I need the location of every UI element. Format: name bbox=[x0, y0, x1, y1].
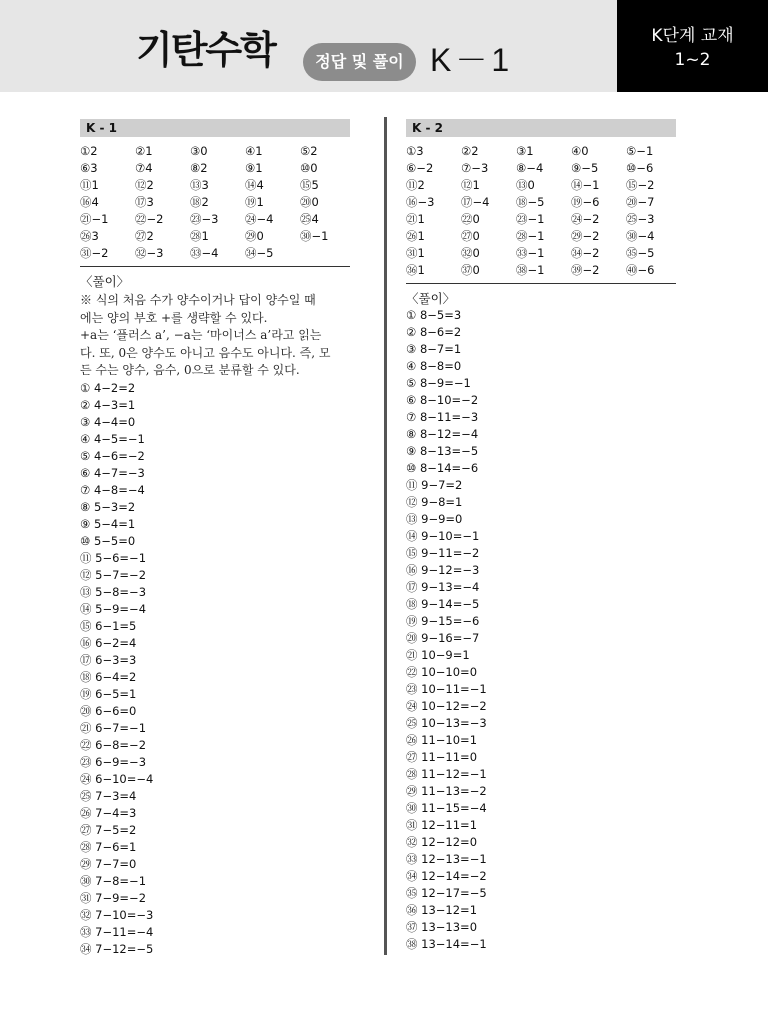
solution-line: ⑧ 5−3=2 bbox=[80, 499, 136, 514]
solution-line: ㉑ 10−9=1 bbox=[406, 648, 470, 662]
answer-cell: ㉜−3 bbox=[135, 246, 164, 260]
answer-cell: ⑱2 bbox=[190, 195, 209, 209]
explanation-line: 든 수는 양수, 음수, 0으로 분류할 수 있다. bbox=[80, 363, 300, 377]
answer-cell: ⑬0 bbox=[516, 178, 535, 192]
answer-cell: ⑧2 bbox=[190, 161, 208, 175]
solution-line: ㉘ 11−12=−1 bbox=[406, 767, 487, 781]
solution-line: ③ 4−4=0 bbox=[80, 414, 136, 429]
solution-line: ㉒ 10−10=0 bbox=[406, 665, 478, 679]
solution-line: ㉜ 7−10=−3 bbox=[80, 907, 154, 922]
answer-cell: ㉓−1 bbox=[516, 212, 545, 226]
answer-cell: ㉘1 bbox=[190, 229, 209, 243]
answer-cell: ⑨−5 bbox=[571, 161, 599, 175]
solution-list-k2 bbox=[406, 307, 676, 953]
answer-cell: ⑭4 bbox=[245, 178, 264, 192]
answer-cell: ⑥3 bbox=[80, 161, 98, 175]
answer-cell: ㉙0 bbox=[245, 229, 264, 243]
explanation-text bbox=[80, 292, 350, 380]
answer-cell: ㉒−2 bbox=[135, 212, 164, 226]
workbook-code: K－1 bbox=[430, 42, 514, 78]
answer-cell: ⑯−3 bbox=[406, 195, 435, 209]
solution-line: ⑳ 9−16=−7 bbox=[406, 631, 480, 645]
section-rule bbox=[406, 283, 676, 284]
brand-logo: 기탄수학 bbox=[136, 28, 275, 72]
answer-cell: ②1 bbox=[135, 144, 153, 158]
solution-line: ⑰ 6−3=3 bbox=[80, 652, 137, 667]
solution-line: ㉚ 7−8=−1 bbox=[80, 873, 147, 888]
answer-cell: ㉓−3 bbox=[190, 212, 219, 226]
solution-line: ④ 4−5=−1 bbox=[80, 431, 145, 446]
answer-cell: ⑦4 bbox=[135, 161, 153, 175]
answer-cell: ⑰3 bbox=[135, 195, 154, 209]
solution-line: ① 8−5=3 bbox=[406, 308, 462, 322]
answer-cell: ㉖1 bbox=[406, 229, 425, 243]
solution-line: ⑥ 8−10=−2 bbox=[406, 393, 479, 407]
solution-line: ㊳ 13−14=−1 bbox=[406, 937, 487, 951]
answer-cell: ⑪2 bbox=[406, 178, 425, 192]
solution-line: ⑨ 5−4=1 bbox=[80, 516, 136, 531]
answer-cell: ④0 bbox=[571, 144, 589, 158]
answer-cell: ③1 bbox=[516, 144, 534, 158]
answer-cell: ㉞−2 bbox=[571, 246, 600, 260]
solution-line: ㊲ 13−13=0 bbox=[406, 920, 478, 934]
solution-line: ⑪ 5−6=−1 bbox=[80, 550, 147, 565]
answer-grid-k2 bbox=[406, 143, 676, 279]
answer-cell: ⑤−1 bbox=[626, 144, 654, 158]
solution-line: ⑲ 9−15=−6 bbox=[406, 614, 480, 628]
solution-line: ㉕ 10−13=−3 bbox=[406, 716, 487, 730]
solution-line: ㊱ 13−12=1 bbox=[406, 903, 478, 917]
page-header bbox=[0, 0, 768, 92]
answer-cell: ㉝−4 bbox=[190, 246, 219, 260]
solution-line: ⑤ 4−6=−2 bbox=[80, 448, 145, 463]
answer-cell: ⑲−6 bbox=[571, 195, 600, 209]
answer-cell: ④1 bbox=[245, 144, 263, 158]
solution-line: ⑬ 5−8=−3 bbox=[80, 584, 147, 599]
answer-cell: ⑩0 bbox=[300, 161, 318, 175]
answer-cell: ⑫2 bbox=[135, 178, 154, 192]
solution-heading: 〈풀이〉 bbox=[80, 274, 130, 289]
answer-cell: ⑰−4 bbox=[461, 195, 490, 209]
answer-cell: ㊲0 bbox=[461, 263, 480, 277]
answer-cell: ⑥−2 bbox=[406, 161, 434, 175]
answer-cell: ㉝−1 bbox=[516, 246, 545, 260]
answer-cell: ⑦−3 bbox=[461, 161, 489, 175]
solution-line: ㉞ 7−12=−5 bbox=[80, 941, 154, 956]
solution-line: ㉞ 12−14=−2 bbox=[406, 869, 487, 883]
solution-line: ㉔ 10−12=−2 bbox=[406, 699, 487, 713]
solution-line: ① 4−2=2 bbox=[80, 380, 136, 395]
answer-cell: ②2 bbox=[461, 144, 479, 158]
answer-cell: ㉞−5 bbox=[245, 246, 274, 260]
solution-line: ⑨ 8−13=−5 bbox=[406, 444, 479, 458]
solution-line: ㉙ 11−13=−2 bbox=[406, 784, 487, 798]
answer-cell: ⑩−6 bbox=[626, 161, 654, 175]
solution-list-k1 bbox=[80, 380, 350, 958]
answer-cell: ①2 bbox=[80, 144, 98, 158]
answer-cell: ㉕4 bbox=[300, 212, 319, 226]
answer-cell: ㊵−6 bbox=[626, 263, 655, 277]
solution-line: ㉗ 7−5=2 bbox=[80, 822, 137, 837]
solution-line: ㉝ 7−11=−4 bbox=[80, 924, 154, 939]
solution-line: ③ 8−7=1 bbox=[406, 342, 462, 356]
solution-line: ⑮ 6−1=5 bbox=[80, 618, 137, 633]
answer-cell: ⑪1 bbox=[80, 178, 99, 192]
answer-cell: ㉚−4 bbox=[626, 229, 655, 243]
answer-cell: ⑫1 bbox=[461, 178, 480, 192]
answer-cell: ㉗0 bbox=[461, 229, 480, 243]
solution-line: ④ 8−8=0 bbox=[406, 359, 462, 373]
solution-line: ② 4−3=1 bbox=[80, 397, 136, 412]
solution-line: ⑪ 9−7=2 bbox=[406, 478, 463, 492]
answer-grid-k1 bbox=[80, 143, 350, 262]
answer-cell: ㉑−1 bbox=[80, 212, 109, 226]
solution-line: ㉖ 11−10=1 bbox=[406, 733, 478, 747]
solution-line: ⑯ 6−2=4 bbox=[80, 635, 137, 650]
answer-cell: ㉗2 bbox=[135, 229, 154, 243]
answer-cell: ⑭−1 bbox=[571, 178, 600, 192]
solution-line: ⑩ 5−5=0 bbox=[80, 533, 136, 548]
solution-line: ㉔ 6−10=−4 bbox=[80, 771, 154, 786]
answer-cell: ㉛−2 bbox=[80, 246, 109, 260]
answer-cell: ㉔−2 bbox=[571, 212, 600, 226]
solution-heading: 〈풀이〉 bbox=[406, 291, 456, 306]
solution-line: ㉚ 11−15=−4 bbox=[406, 801, 487, 815]
answer-cell: ⑮−2 bbox=[626, 178, 655, 192]
answer-cell: ㊱1 bbox=[406, 263, 425, 277]
section-rule bbox=[80, 266, 350, 267]
solution-line: ⑧ 8−12=−4 bbox=[406, 427, 479, 441]
answer-cell: ㉒0 bbox=[461, 212, 480, 226]
answer-cell: ⑯4 bbox=[80, 195, 99, 209]
solution-line: ㉓ 10−11=−1 bbox=[406, 682, 487, 696]
solution-line: ㉝ 12−13=−1 bbox=[406, 852, 487, 866]
answer-cell: ⑬3 bbox=[190, 178, 209, 192]
solution-line: ㉘ 7−6=1 bbox=[80, 839, 137, 854]
solution-line: ⑱ 6−4=2 bbox=[80, 669, 137, 684]
answer-cell: ⑧−4 bbox=[516, 161, 544, 175]
solution-line: ⑫ 9−8=1 bbox=[406, 495, 463, 509]
left-column bbox=[80, 119, 350, 958]
answer-cell: ㊳−1 bbox=[516, 263, 545, 277]
answer-cell: ⑲1 bbox=[245, 195, 264, 209]
answer-cell: ①3 bbox=[406, 144, 424, 158]
solution-line: ⑳ 6−6=0 bbox=[80, 703, 137, 718]
solution-line: ⑬ 9−9=0 bbox=[406, 512, 463, 526]
answer-cell: ㊴−2 bbox=[571, 263, 600, 277]
solution-line: ㉙ 7−7=0 bbox=[80, 856, 137, 871]
answer-cell: ㉜0 bbox=[461, 246, 480, 260]
answer-cell: ㉚−1 bbox=[300, 229, 329, 243]
solution-line: ㉛ 7−9=−2 bbox=[80, 890, 147, 905]
answer-cell: ㉑1 bbox=[406, 212, 425, 226]
level-box bbox=[617, 0, 768, 92]
answer-cell: ㉕−3 bbox=[626, 212, 655, 226]
solution-line: ㉟ 12−17=−5 bbox=[406, 886, 487, 900]
answer-cell: ⑳−7 bbox=[626, 195, 655, 209]
solution-line: ⑱ 9−14=−5 bbox=[406, 597, 480, 611]
explanation-line: 다. 또, 0은 양수도 아니고 음수도 아니다. 즉, 모 bbox=[80, 345, 331, 360]
answer-cell: ⑮5 bbox=[300, 178, 319, 192]
answer-key-badge: 정답 및 풀이 bbox=[303, 43, 416, 81]
level-title: K단계 교재 bbox=[651, 26, 734, 46]
solution-line: ㉖ 7−4=3 bbox=[80, 805, 137, 820]
solution-line: ⑩ 8−14=−6 bbox=[406, 461, 479, 475]
answer-cell: ㉟−5 bbox=[626, 246, 655, 260]
answer-cell: ⑨1 bbox=[245, 161, 263, 175]
answer-cell: ㉘−1 bbox=[516, 229, 545, 243]
answer-cell: ⑱−5 bbox=[516, 195, 545, 209]
solution-line: ⑰ 9−13=−4 bbox=[406, 580, 480, 594]
solution-line: ㉜ 12−12=0 bbox=[406, 835, 478, 849]
right-column bbox=[406, 119, 676, 953]
solution-line: ⑫ 5−7=−2 bbox=[80, 567, 147, 582]
answer-cell: ㉙−2 bbox=[571, 229, 600, 243]
column-divider bbox=[384, 117, 387, 955]
solution-line: ⑭ 9−10=−1 bbox=[406, 529, 480, 543]
answer-cell: ⑤2 bbox=[300, 144, 318, 158]
solution-line: ㉕ 7−3=4 bbox=[80, 788, 137, 803]
explanation-line: ※ 식의 처음 수가 양수이거나 답이 양수일 때 bbox=[80, 293, 316, 307]
answer-cell: ㉔−4 bbox=[245, 212, 274, 226]
answer-cell: ③0 bbox=[190, 144, 208, 158]
explanation-line: +a는 ‘플러스 a’, −a는 ‘마이너스 a’라고 읽는 bbox=[80, 328, 322, 342]
section-label-k2: K - 2 bbox=[406, 119, 676, 137]
solution-line: ⑦ 8−11=−3 bbox=[406, 410, 479, 424]
answer-cell: ㉖3 bbox=[80, 229, 99, 243]
answer-cell: ⑳0 bbox=[300, 195, 319, 209]
section-label-k1: K - 1 bbox=[80, 119, 350, 137]
solution-line: ⑥ 4−7=−3 bbox=[80, 465, 145, 480]
explanation-line: 에는 양의 부호 +를 생략할 수 있다. bbox=[80, 310, 268, 325]
solution-line: ⑲ 6−5=1 bbox=[80, 686, 137, 701]
solution-line: ⑯ 9−12=−3 bbox=[406, 563, 480, 577]
solution-line: ㉓ 6−9=−3 bbox=[80, 754, 147, 769]
solution-line: ⑤ 8−9=−1 bbox=[406, 376, 471, 390]
solution-line: ㉑ 6−7=−1 bbox=[80, 720, 147, 735]
solution-line: ㉛ 12−11=1 bbox=[406, 818, 478, 832]
solution-line: ② 8−6=2 bbox=[406, 325, 462, 339]
answer-cell: ㉛1 bbox=[406, 246, 425, 260]
solution-line: ㉒ 6−8=−2 bbox=[80, 737, 147, 752]
solution-line: ㉗ 11−11=0 bbox=[406, 750, 478, 764]
solution-line: ⑮ 9−11=−2 bbox=[406, 546, 480, 560]
solution-line: ⑦ 4−8=−4 bbox=[80, 482, 145, 497]
solution-line: ⑭ 5−9=−4 bbox=[80, 601, 147, 616]
level-range: 1~2 bbox=[674, 50, 711, 70]
